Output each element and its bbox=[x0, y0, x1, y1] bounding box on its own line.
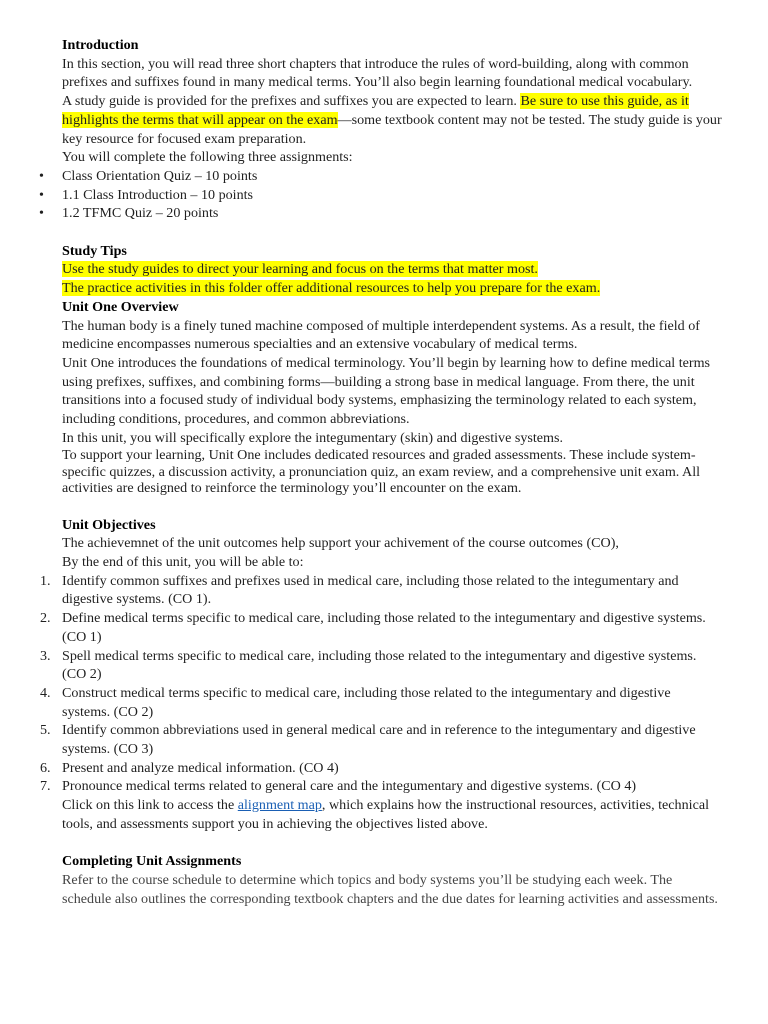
overview-paragraph: In this unit, you will specifically explore the integumentary (skin) and digestive systems. bbox=[62, 429, 564, 446]
alignment-map-link[interactable]: alignment map bbox=[237, 797, 322, 814]
study-tip-line: Use the study guides to direct your learning and focus on the terms that matter most. bbox=[62, 261, 538, 278]
exam-highlight: Be sure to use this guide, as it highlights the terms that will appear on the exam bbox=[62, 93, 689, 128]
study-tip-line: The practice activities in this folder offer additional resources to help you prepare for the exam. bbox=[62, 280, 601, 297]
objectives-paragraph: The achievemnet of the unit outcomes help support your achivement of the course outcomes (CO), bbox=[62, 535, 619, 552]
objectives-list bbox=[40, 572, 722, 796]
list-item: • 1.1 Class Introduction – 10 points bbox=[62, 186, 722, 205]
list-item: 3. Spell medical terms specific to medical care, including those related to the integumentary and digestive systems. (CO 2) bbox=[40, 647, 697, 683]
alignment-paragraph: Click on this link to access the alignment map, which explains how the instructional resources, activities, technical tools, and assessments support you in achieving the objectives listed above. bbox=[62, 797, 709, 832]
list-item: 6. Present and analyze medical information. (CO 4) bbox=[40, 759, 339, 776]
overview-paragraph: The human body is a finely tuned machine composed of multiple interdependent systems. As a result, the field of medicine encompasses numerous specialties and an extensive vocabulary of medical terms. bbox=[62, 317, 700, 353]
assignments-intro: You will complete the following three assignments: bbox=[62, 149, 353, 166]
list-item: • 1.2 TFMC Quiz – 20 points bbox=[62, 204, 722, 223]
document-body bbox=[40, 36, 722, 908]
introduction-heading: Introduction bbox=[62, 37, 139, 53]
overview-paragraph: To support your learning, Unit One includes dedicated resources and graded assessments. These include system-specific quizzes, a discussion activity, a pronunciation quiz, an exam review, and a comprehensive unit exam. All activities are designed to reinforce the terminology you’ll encounter on the exam. bbox=[62, 447, 701, 497]
overview-paragraph: Unit One introduces the foundations of medical terminology. You’ll begin by learning how to define medical terms using prefixes, suffixes, and combining forms—building a strong base in medical language. From there, the unit transitions into a focused study of individual body systems, emphasizing the terminology related to each system, including conditions, procedures, and common abbreviations. bbox=[62, 354, 711, 428]
list-item: • Class Orientation Quiz – 10 points bbox=[62, 167, 722, 186]
unit-overview-heading: Unit One Overview bbox=[62, 298, 179, 315]
study-guide-paragraph: A study guide is provided for the prefixes and suffixes you are expected to learn. Be sure to use this guide, as it highlights the terms that will appear on the exam—some textbook content may not be tested. The study guide is your key resource for focused exam preparation. bbox=[62, 93, 722, 147]
completing-paragraph: Refer to the course schedule to determine which topics and body systems you’ll be studying each week. The schedule also outlines the corresponding textbook chapters and the due dates for learning activities and assessments. bbox=[62, 871, 718, 907]
objectives-paragraph: By the end of this unit, you will be able to: bbox=[62, 554, 304, 571]
list-item: 7. Pronounce medical terms related to general care and the integumentary and digestive systems. (CO 4) bbox=[40, 778, 637, 795]
list-item: 2. Define medical terms specific to medical care, including those related to the integumentary and digestive systems. (CO 1) bbox=[40, 610, 706, 645]
assignment-list bbox=[62, 167, 722, 223]
list-item: 1. Identify common suffixes and prefixes used in medical care, including those related to the integumentary and digestive systems. (CO 1). bbox=[40, 572, 679, 608]
list-item: 5. Identify common abbreviations used in general medical care and in reference to the integumentary and digestive systems. (CO 3) bbox=[40, 722, 696, 758]
unit-objectives-heading: Unit Objectives bbox=[62, 516, 156, 533]
completing-assignments-heading: Completing Unit Assignments bbox=[62, 853, 242, 870]
intro-paragraph: In this section, you will read three short chapters that introduce the rules of word-building, along with common prefixes and suffixes found in many medical terms. You’ll also begin learning foundational medical vocabulary. bbox=[62, 55, 693, 91]
list-item: 4. Construct medical terms specific to medical care, including those related to the integumentary and digestive systems. (CO 2) bbox=[40, 684, 671, 720]
study-tips-heading: Study Tips bbox=[62, 242, 127, 259]
